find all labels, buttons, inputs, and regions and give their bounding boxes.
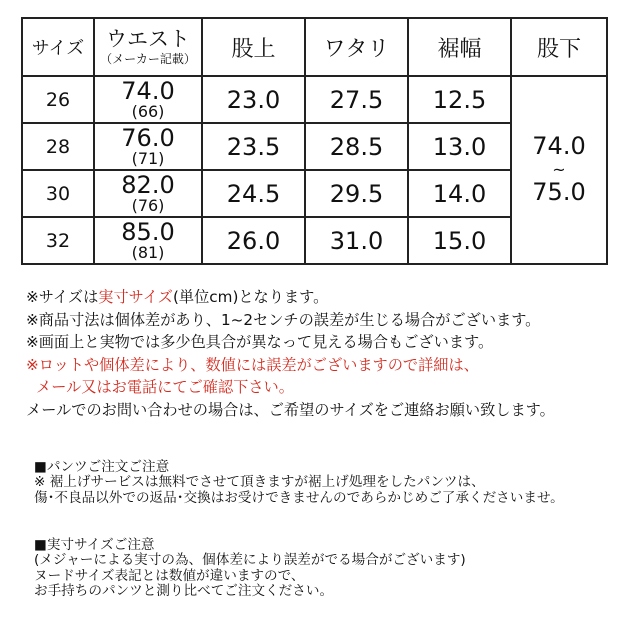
size-cell: 26	[22, 76, 94, 123]
measure-notice-title: ■実寸サイズご注意	[34, 537, 155, 553]
rise-cell: 26.0	[202, 217, 305, 264]
header-size: サイズ	[22, 18, 94, 76]
inseam-cell	[511, 76, 607, 264]
note-contact: メール又はお電話にてご確認下さい。	[36, 378, 294, 397]
thigh-cell: 31.0	[305, 217, 408, 264]
header-waist-label: ウエスト	[106, 27, 190, 51]
header-thigh: ワタリ	[305, 18, 408, 76]
pants-notice-line: 傷･不良品以外での返品･交換はお受けできませんのであらかじめご了承くださいませ。	[34, 489, 564, 506]
measure-notice-line: ヌードサイズ表記とは数値が違いますので、	[34, 567, 305, 584]
waist-value: 82.0	[121, 171, 175, 199]
note-tolerance: ※商品寸法は個体差があり、1~2センチの誤差が生じる場合がございます。	[26, 310, 541, 329]
waist-maker-value: (71)	[131, 149, 165, 168]
rise-cell: 23.0	[202, 76, 305, 123]
size-table	[21, 17, 608, 265]
rise-cell: 23.5	[202, 123, 305, 170]
inseam-max: 75.0	[532, 178, 586, 207]
note-color: ※画面上と実物では多少色具合が異なって見える場合もございます。	[26, 333, 494, 352]
header-waist	[94, 18, 202, 76]
measure-notice-line: お手持ちのパンツと測り比べてご注文ください。	[34, 583, 334, 600]
note-unit-prefix: ※サイズは	[26, 288, 99, 306]
waist-cell	[94, 76, 202, 123]
size-cell: 32	[22, 217, 94, 264]
pants-notice	[34, 460, 634, 506]
measure-notice	[34, 538, 634, 600]
waist-cell	[94, 123, 202, 170]
size-cell: 28	[22, 123, 94, 170]
hem-cell: 15.0	[408, 217, 511, 264]
table-row	[22, 76, 607, 123]
waist-maker-value: (76)	[131, 196, 165, 215]
waist-value: 76.0	[121, 124, 175, 152]
hem-cell: 13.0	[408, 123, 511, 170]
header-hem: 裾幅	[408, 18, 511, 76]
thigh-cell: 27.5	[305, 76, 408, 123]
waist-cell	[94, 170, 202, 217]
inseam-tilde: ~	[552, 159, 566, 179]
header-row	[22, 18, 607, 76]
waist-value: 74.0	[121, 77, 175, 105]
rise-cell: 24.5	[202, 170, 305, 217]
waist-maker-value: (81)	[131, 243, 165, 262]
size-notes	[26, 286, 636, 422]
pants-notice-title: ■パンツご注文ご注意	[34, 459, 170, 475]
hem-cell: 14.0	[408, 170, 511, 217]
note-unit	[26, 286, 636, 309]
note-unit-suffix: (単位cm)となります。	[173, 288, 329, 306]
waist-cell	[94, 217, 202, 264]
waist-value: 85.0	[121, 218, 175, 246]
thigh-cell: 28.5	[305, 123, 408, 170]
header-inseam: 股下	[511, 18, 607, 76]
header-waist-note: （メーカー記載）	[100, 52, 196, 66]
inseam-min: 74.0	[532, 132, 586, 161]
waist-maker-value: (66)	[131, 102, 165, 121]
note-unit-highlight: 実寸サイズ	[98, 288, 173, 306]
measure-notice-line: (メジャーによる実寸の為、個体差により誤差がでる場合がございます)	[34, 552, 466, 569]
header-rise: 股上	[202, 18, 305, 76]
note-lot-warning: ※ロットや個体差により、数値には誤差がございますので詳細は、	[26, 355, 479, 374]
note-email-request: メールでのお問い合わせの場合は、ご希望のサイズをご連絡お願い致します。	[26, 400, 555, 419]
size-cell: 30	[22, 170, 94, 217]
thigh-cell: 29.5	[305, 170, 408, 217]
pants-notice-line: ※ 裾上げサービスは無料でさせて頂きますが裾上げ処理をしたパンツは、	[34, 474, 485, 491]
hem-cell: 12.5	[408, 76, 511, 123]
